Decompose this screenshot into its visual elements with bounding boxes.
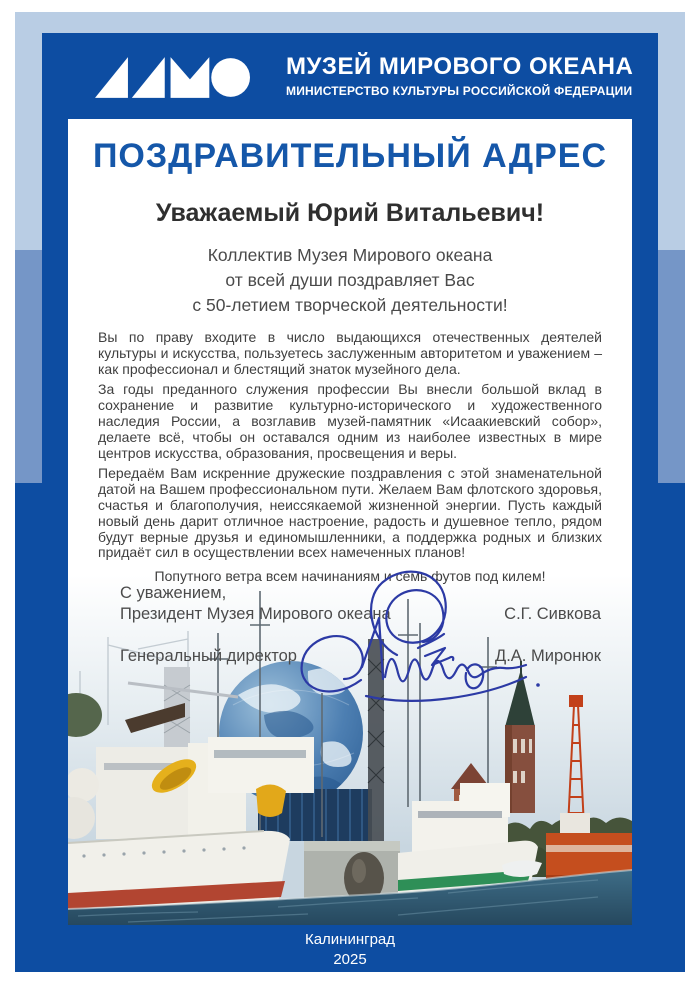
certificate-body — [68, 119, 632, 925]
ministry-name: МИНИСТЕРСТВО КУЛЬТУРЫ РОССИЙСКОЙ ФЕДЕРАЦИИ — [286, 84, 633, 98]
footer — [42, 925, 658, 972]
header-text — [286, 54, 633, 98]
body-paragraphs — [98, 330, 602, 561]
intro-line: от всей души поздравляет Вас — [225, 270, 475, 290]
closing-line: Попутного ветра всем начинаниям и семь футов под килем! — [154, 568, 546, 585]
director-name: Д.А. Миронюк — [495, 647, 601, 665]
footer-year: 2025 — [333, 951, 367, 968]
intro-line: с 50-летием творческой деятельности! — [192, 295, 508, 315]
paragraph: Передаём Вам искренние дружеские поздравления с этой знаменательной датой на Вашем профессиональном пути. Желаем Вам флотского здоровья, счастья и благополучия, неиссякаемой жизненной энергии. Пусть каждый новый день дарит отличное настроение, радость и душевное тепло, рядом будут верные друзья и единомышленники, а поддержка родных и близких придаёт сил в осуществлении всех намеченных планов! — [98, 465, 602, 561]
president-title: Президент Музея Мирового океана — [120, 605, 391, 623]
president-signature-row — [120, 583, 601, 625]
header — [42, 33, 658, 119]
director-signature-row — [120, 646, 601, 667]
intro-line: Коллектив Музея Мирового океана — [207, 245, 493, 265]
document-title: ПОЗДРАВИТЕЛЬНЫЙ АДРЕС — [92, 137, 608, 175]
museum-name: МУЗЕЙ МИРОВОГО ОКЕАНА — [286, 53, 634, 80]
harbor-photo — [68, 575, 632, 925]
blue-frame — [42, 33, 658, 972]
footer-city: Калининград — [304, 931, 396, 948]
paragraph: За годы преданного служения профессии Вы внесли большой вклад в сохранение и развитие культурно-исторического и художественного наследия России, а возглавив музей-памятник «Исаакиевский собор», делаете всё, чтобы он оставался одним из наиболее известных в мире центров искусства, образования, просвещения и веры. — [98, 381, 602, 461]
president-name: С.Г. Сивкова — [504, 605, 601, 623]
museum-logo-icon — [95, 55, 250, 98]
signature-salute: С уважением, — [120, 584, 227, 602]
paragraph: Вы по праву входите в число выдающихся отечественных деятелей культуры и искусства, пользуетесь заслуженным авторитетом и уважением – как профессионал и блестящий знаток музейного дела. — [98, 329, 602, 377]
salutation: Уважаемый Юрий Витальевич! — [155, 199, 545, 227]
intro-block — [68, 243, 632, 318]
president-titles — [120, 583, 391, 625]
director-title: Генеральный директор — [120, 647, 297, 665]
